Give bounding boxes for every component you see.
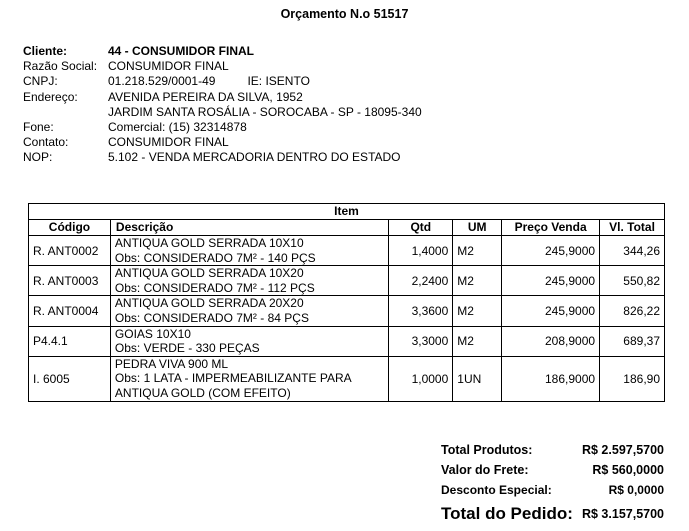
desc-line: GOIAS 10X10: [114, 326, 191, 341]
cell-preco: 245,9000: [502, 296, 600, 326]
nop-value: 5.102 - VENDA MERCADORIA DENTRO DO ESTADO: [108, 150, 401, 165]
header-preco: Preço Venda: [502, 220, 600, 236]
cell-preco: 245,9000: [502, 266, 600, 296]
table-row: [29, 236, 665, 266]
header-total: Vl. Total: [600, 220, 665, 236]
totals-block: [441, 440, 664, 527]
desconto-value: R$ 0,0000: [608, 483, 664, 497]
frete-value: R$ 560,0000: [592, 463, 664, 477]
cell-qtd: 1,4000: [389, 236, 453, 266]
desc-line: ANTIQUA GOLD SERRADA 10X10: [114, 236, 304, 250]
cell-codigo: R. ANT0004: [29, 296, 111, 326]
nop-row: [23, 150, 422, 165]
cell-codigo: P4.4.1: [29, 326, 111, 356]
header-um: UM: [453, 220, 502, 236]
cell-total: 344,26: [600, 236, 665, 266]
cell-descricao: [110, 326, 388, 356]
desconto-row: [441, 480, 664, 500]
fone-row: [23, 120, 422, 135]
cell-qtd: 3,3000: [389, 326, 453, 356]
cnpj-label: CNPJ:: [23, 74, 58, 89]
table-row: [29, 356, 665, 401]
desc-line: Obs: VERDE - 330 PEÇAS: [114, 341, 260, 356]
cell-qtd: 1,0000: [389, 356, 453, 401]
cell-total: 826,22: [600, 296, 665, 326]
total-pedido-row: [441, 501, 664, 527]
razao-value: CONSUMIDOR FINAL: [108, 59, 229, 74]
desc-line: ANTIQUA GOLD SERRADA 20X20: [114, 296, 304, 311]
header-descricao: Descrição: [110, 220, 388, 236]
desc-line: Obs: CONSIDERADO 7M² - 84 PÇS: [114, 310, 309, 325]
desc-line: ANTIQUA GOLD SERRADA 10X20: [114, 266, 304, 281]
cell-preco: 245,9000: [502, 236, 600, 266]
cell-descricao: [110, 236, 388, 266]
cnpj-value: 01.218.529/0001-49: [108, 74, 216, 89]
cell-um: M2: [453, 236, 502, 266]
endereco-row: [23, 90, 422, 105]
contato-value: CONSUMIDOR FINAL: [108, 135, 229, 150]
desc-line: PEDRA VIVA 900 ML: [114, 356, 229, 371]
cell-um: M2: [453, 296, 502, 326]
cliente-value: 44 - CONSUMIDOR FINAL: [108, 44, 255, 58]
cell-descricao: [110, 266, 388, 296]
endereco-line-1: AVENIDA PEREIRA DA SILVA, 1952: [108, 89, 303, 104]
cell-codigo: R. ANT0003: [29, 266, 111, 296]
cliente-label: Cliente:: [23, 44, 68, 58]
table-section-title: Item: [29, 204, 665, 220]
table-row: [29, 266, 665, 296]
cell-descricao: [110, 356, 388, 401]
total-produtos-label: Total Produtos:: [441, 443, 533, 457]
client-info: [23, 44, 422, 166]
table-row: [29, 326, 665, 356]
cnpj-row: [23, 74, 422, 89]
frete-label: Valor do Frete:: [441, 463, 529, 477]
desc-line: Obs: CONSIDERADO 7M² - 112 PÇS: [114, 280, 315, 295]
desc-line: Obs: CONSIDERADO 7M² - 140 PÇS: [114, 250, 316, 265]
document-title: Orçamento N.o 51517: [280, 7, 409, 21]
ie-label: IE:: [247, 74, 263, 89]
total-pedido-label: Total do Pedido:: [441, 504, 573, 523]
cell-preco: 186,9000: [502, 356, 600, 401]
desc-line: Obs: 1 LATA - IMPERMEABILIZANTE PARA: [114, 371, 352, 386]
header-qtd: Qtd: [389, 220, 453, 236]
frete-row: [441, 460, 664, 480]
fone-value: Comercial: (15) 32314878: [108, 119, 247, 134]
endereco-row-2: [23, 105, 422, 120]
client-row: [23, 44, 422, 59]
header-codigo: Código: [29, 220, 111, 236]
nop-label: NOP:: [23, 150, 53, 165]
desc-line: ANTIQUA GOLD (COM EFEITO): [114, 385, 291, 400]
table-section-row: [29, 204, 665, 220]
endereco-line-2: JARDIM SANTA ROSÁLIA - SOROCABA - SP - 18095-340: [108, 104, 422, 119]
cell-descricao: [110, 296, 388, 326]
cell-um: M2: [453, 266, 502, 296]
razao-row: [23, 59, 422, 74]
total-produtos-value: R$ 2.597,5700: [581, 443, 664, 457]
cell-total: 689,37: [600, 326, 665, 356]
table-row: [29, 296, 665, 326]
ie-value: ISENTO: [265, 74, 310, 89]
contato-label: Contato:: [23, 135, 69, 150]
cell-total: 186,90: [600, 356, 665, 401]
items-table: [28, 203, 665, 402]
cell-qtd: 3,3600: [389, 296, 453, 326]
cell-preco: 208,9000: [502, 326, 600, 356]
fone-label: Fone:: [23, 119, 54, 134]
razao-label: Razão Social:: [23, 59, 98, 74]
contato-row: [23, 135, 422, 150]
total-produtos-row: [441, 440, 664, 460]
cell-codigo: R. ANT0002: [29, 236, 111, 266]
cell-codigo: I. 6005: [29, 356, 111, 401]
cell-total: 550,82: [600, 266, 665, 296]
table-header-row: [29, 220, 665, 236]
endereco-label: Endereço:: [23, 89, 78, 104]
desconto-label: Desconto Especial:: [441, 483, 552, 497]
total-pedido-value: R$ 3.157,5700: [581, 507, 664, 521]
cell-um: 1UN: [453, 356, 502, 401]
cell-qtd: 2,2400: [389, 266, 453, 296]
cell-um: M2: [453, 326, 502, 356]
